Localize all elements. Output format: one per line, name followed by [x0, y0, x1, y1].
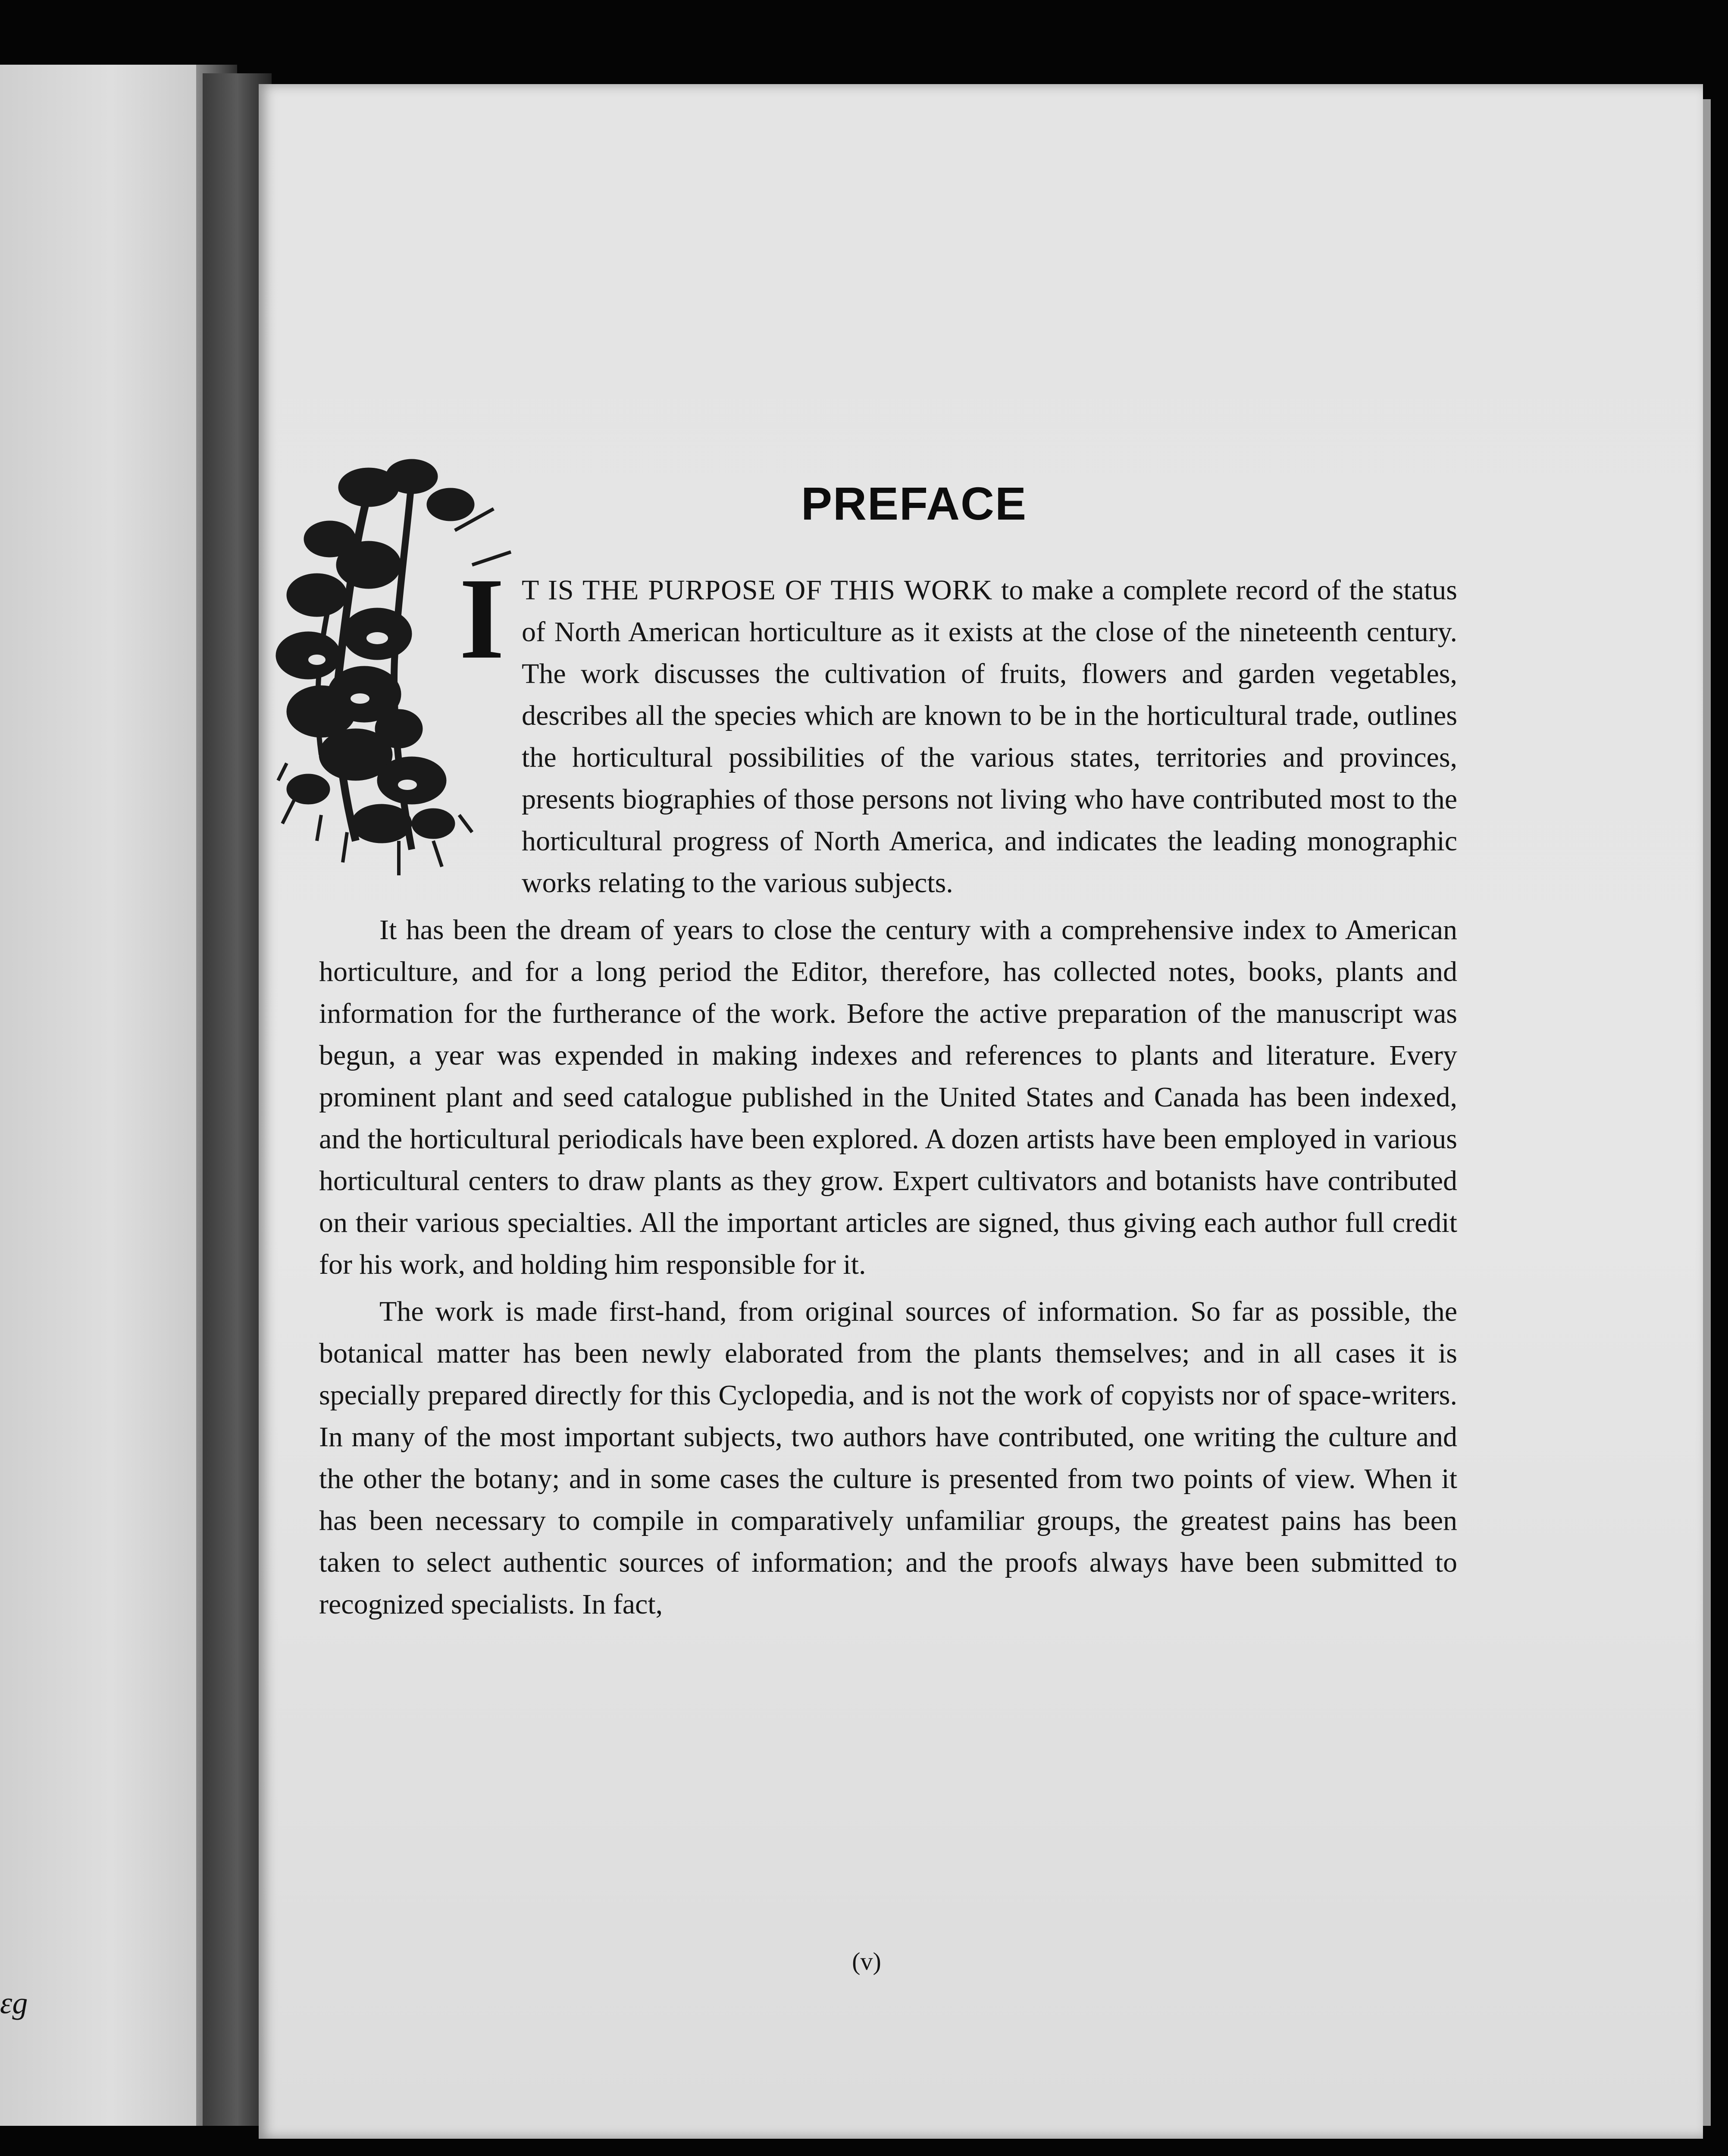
- paragraph-1-text: to make a complete record of the status of North American horticulture as it exists at the close of the nineteenth century. The work discusses the cultivation of fruits, flowers and garden vegetables, describes all the species which are known to be in the horticultural trade, outlines the horticultural possibilities of the various states, territories and provinces, presents biographies of those persons not living who have contributed most to the horticultural progress of North America, and indicates the leading monographic works relating to the various subjects.: [522, 574, 1457, 899]
- preface-body: [319, 569, 1457, 1625]
- paragraph-3: The work is made first-hand, from original sources of information. So far as possible, the botanical matter has been newly elaborated from the plants themselves; and in all cases it is specially prepared directly for this Cyclopedia, and is not the work of copyists nor of space-writers. In many of the most important subjects, two authors have contributed, one writing the culture and the other the botany; and in some cases the culture is presented from two points of view. When it has been necessary to compile in comparatively unfamiliar groups, the greatest pains has been taken to select authentic sources of information; and the proofs always have been submitted to recognized specialists. In fact,: [319, 1296, 1457, 1620]
- page-number: (v): [852, 1947, 881, 1975]
- paragraph-1-lead: T IS THE PURPOSE OF THIS WORK: [522, 574, 993, 606]
- paragraph-1: [319, 569, 1457, 904]
- page-title: PREFACE: [801, 477, 1027, 530]
- facing-page-margin-mark: ɛg: [0, 1986, 28, 2020]
- paragraph-2: It has been the dream of years to close the century with a comprehensive index to American horticulture, and for a long period the Editor, therefore, has collected notes, books, plants and information for the furtherance of the work. Before the active preparation of the manuscript was begun, a year was expended in making indexes and references to plants and literature. Every prominent plant and seed catalogue published in the United States and Canada has been indexed, and the horticultural periodicals have been explored. A dozen artists have been employed in various horticultural centers to draw plants as they grow. Expert cultivators and botanists have contributed on their various specialties. All the important articles are signed, thus giving each author full credit for his work, and holding him responsible for it.: [319, 914, 1457, 1280]
- facing-page: [0, 65, 203, 2126]
- page-edge: [1703, 99, 1711, 2126]
- drop-cap-letter: I: [459, 554, 505, 683]
